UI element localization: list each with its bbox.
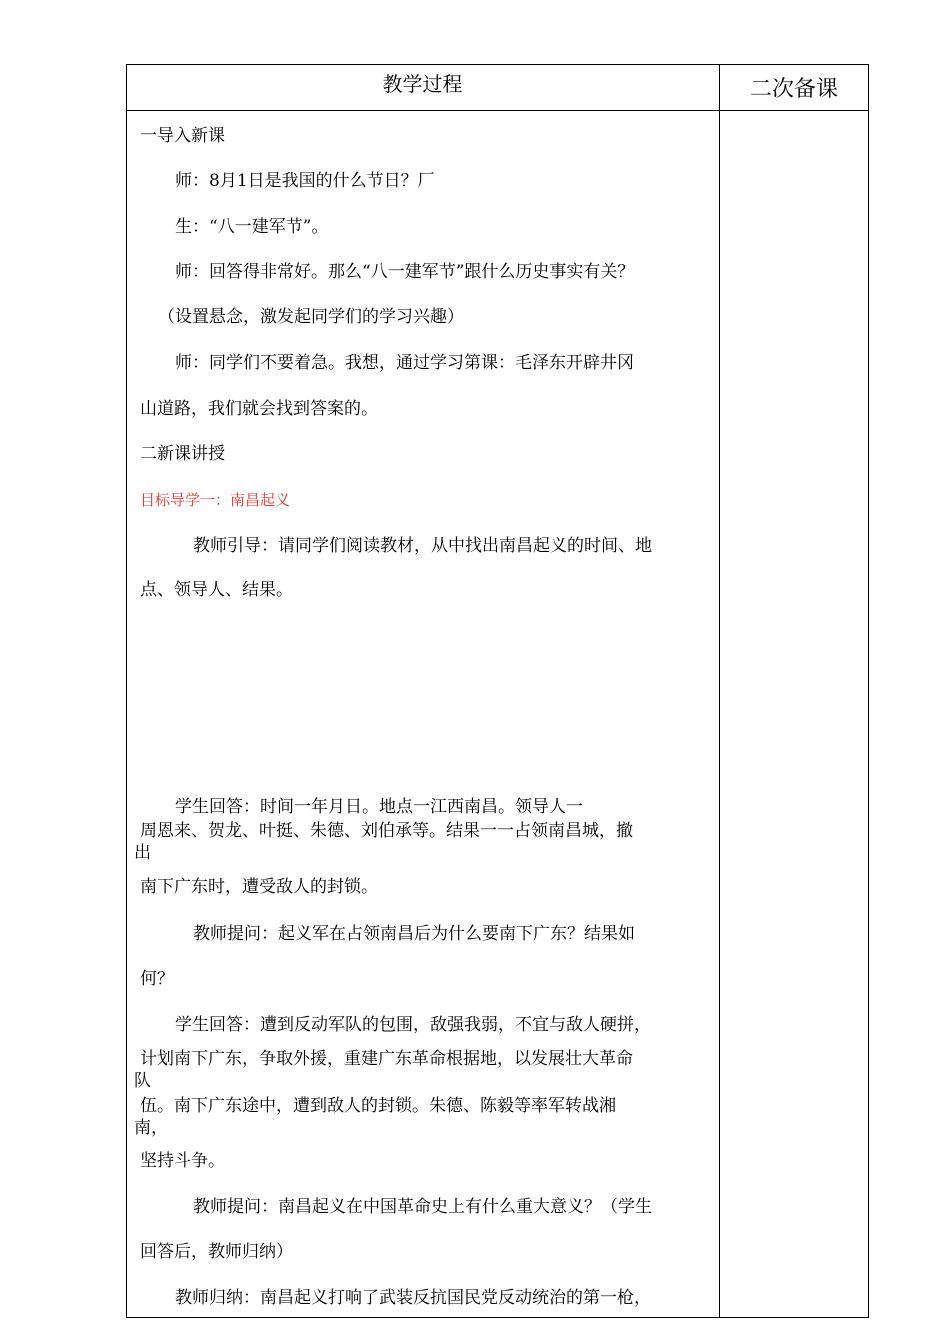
teaching-process-header: 教学过程 (382, 72, 463, 96)
student-answer-line: 出 (134, 843, 151, 863)
header-divider (126, 110, 869, 111)
student-answer-line: 计划南下广东，争取外援，重建广东革命根据地，以发展壮大革命 (140, 1049, 633, 1069)
lesson-table (126, 64, 869, 1318)
teacher-question-line: 教师提问：南昌起义在中国革命史上有什么重大意义？（学生 (193, 1197, 652, 1217)
teacher-guide-line-cont: 点、领导人、结果。 (140, 580, 293, 600)
dialogue-line: 师：8月1日是我国的什么节日？厂 (175, 171, 435, 191)
dialogue-line-cont: 山道路，我们就会找到答案的。 (140, 399, 378, 419)
teacher-guide-line: 教师引导：请同学们阅读教材，从中找出南昌起义的时间、地 (193, 536, 652, 556)
section-intro-heading: 一导入新课 (140, 126, 225, 146)
column-divider (719, 64, 720, 1318)
student-answer-line: 坚持斗争。 (140, 1151, 225, 1171)
teacher-question-line-cont: 回答后，教师归纳） (140, 1242, 293, 1262)
student-answer-line: 伍。南下广东途中，遭到敌人的封锁。朱德、陈毅等率军转战湘 (140, 1096, 616, 1116)
teacher-question-line: 教师提问：起义军在占领南昌后为什么要南下广东？结果如 (193, 924, 635, 944)
student-answer-line: 学生回答：时间一年月日。地点一江西南昌。领导人一 (175, 797, 583, 817)
teacher-summary-line: 教师归纳：南昌起义打响了武装反抗国民党反动统治的第一枪， (175, 1288, 651, 1308)
student-answer-line: 学生回答：遭到反动军队的包围，敌强我弱，不宜与敌人硬拼， (175, 1015, 651, 1035)
student-answer-line: 周恩来、贺龙、叶挺、朱德、刘伯承等。结果一一占领南昌城，撤 (140, 821, 633, 841)
student-answer-line: 南， (134, 1118, 168, 1138)
section-new-lesson-heading: 二新课讲授 (140, 444, 225, 464)
student-answer-line: 南下广东时，遭受敌人的封锁。 (140, 877, 378, 897)
teacher-question-line-cont: 何？ (140, 969, 174, 989)
second-preparation-header: 二次备课 (749, 76, 838, 102)
teaching-note: （设置悬念，激发起同学们的学习兴趣） (158, 307, 464, 327)
student-answer-line: 队 (134, 1071, 151, 1091)
dialogue-line: 师：回答得非常好。那么“八一建军节”跟什么历史事实有关？ (175, 262, 635, 282)
dialogue-line: 生：“八一建军节”。 (175, 217, 329, 237)
dialogue-line: 师：同学们不要着急。我想，通过学习第课：毛泽东开辟井冈 (175, 353, 634, 373)
objective-one-heading: 目标导学一：南昌起义 (140, 491, 291, 509)
